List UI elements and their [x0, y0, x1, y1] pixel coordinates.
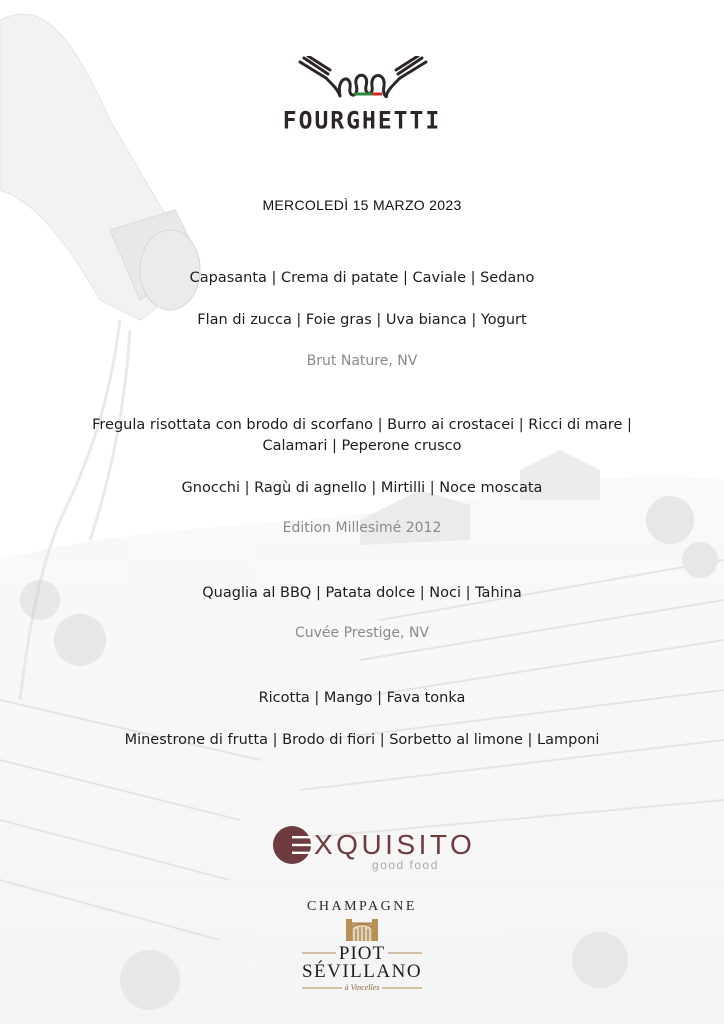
dish-line: Fregula risottata con brodo di scorfano | Burro ai crostacei | Ricci di mare |	[92, 417, 632, 433]
gate-emblem-icon	[346, 917, 378, 941]
dish-line: Calamari | Peperone crusco	[262, 438, 462, 454]
dish-line: Minestrone di frutta | Brodo di fiori | Sorbetto al limone | Lamponi	[124, 732, 600, 748]
dish-line: Gnocchi | Ragù di agnello | Mirtilli | Noce moscata	[181, 480, 543, 496]
brand-name: FOURGHETTI	[282, 107, 442, 135]
fourghetti-forks-logo	[296, 56, 430, 104]
dish-line: Flan di zucca | Foie gras | Uva bianca | Yogurt	[197, 312, 527, 328]
dish-line: Quaglia al BBQ | Patata dolce | Noci | Tahina	[202, 585, 522, 601]
dish-line: Capasanta | Crema di patate | Caviale | Sedano	[189, 270, 535, 286]
wine-pairing: Edition Millesimé 2012	[282, 520, 442, 536]
champagne-label: CHAMPAGNE	[307, 899, 417, 914]
exquisito-tagline: good food	[372, 858, 439, 872]
event-date: MERCOLEDÌ 15 MARZO 2023	[262, 197, 462, 213]
piot-name: PIOT	[338, 943, 386, 964]
dish-line: Ricotta | Mango | Fava tonka	[258, 690, 466, 706]
exquisito-name: XQUISITO	[314, 829, 476, 860]
sevillano-name: SÉVILLANO	[301, 961, 423, 982]
wine-pairing: Brut Nature, NV	[306, 353, 418, 369]
vincelles-label: à Vincelles	[344, 983, 380, 992]
wine-pairing: Cuvée Prestige, NV	[295, 625, 429, 641]
